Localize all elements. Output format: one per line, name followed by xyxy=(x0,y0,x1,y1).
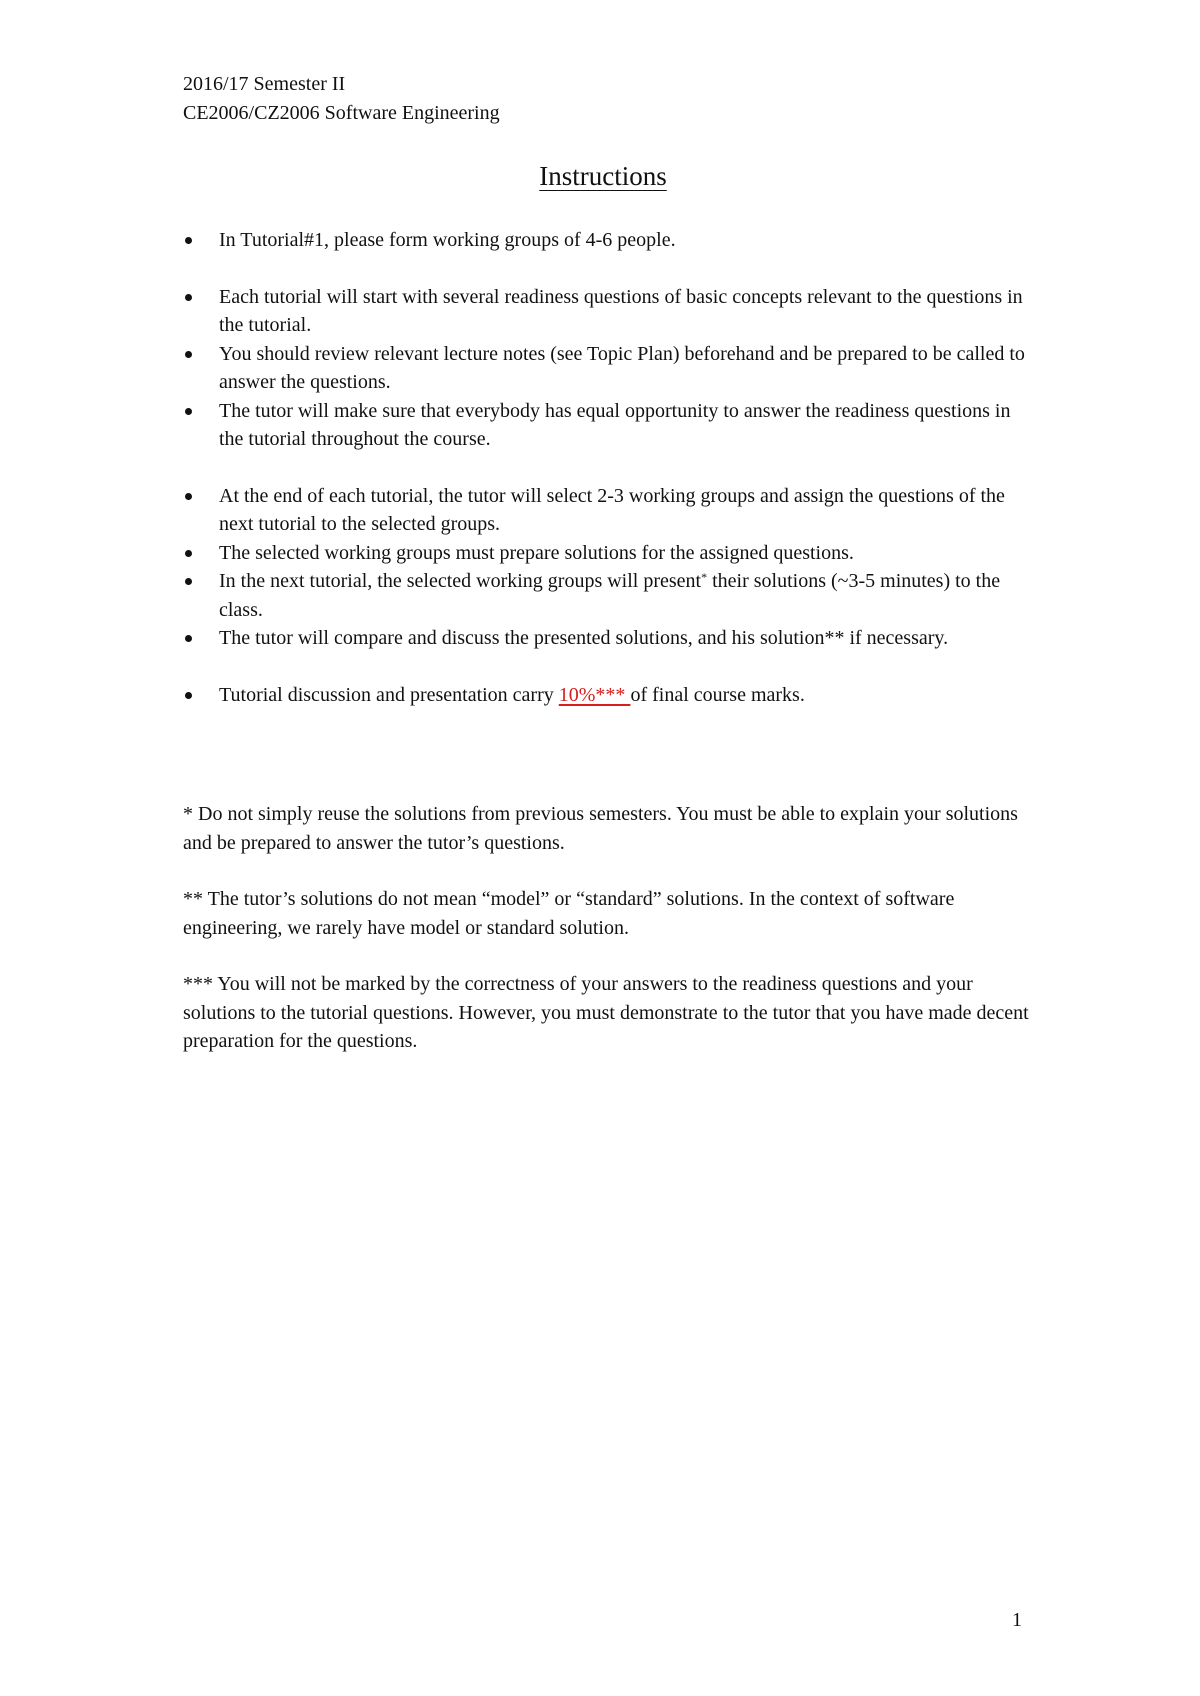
list-item xyxy=(183,283,1033,340)
list-item-text: The tutor will make sure that everybody has equal opportunity to answer the readiness questions in the tutorial throughout the course. xyxy=(219,399,1011,450)
list-item-text: In Tutorial#1, please form working groups of 4-6 people. xyxy=(219,229,676,251)
footnote-2: ** The tutor’s solutions do not mean “model” or “standard” solutions. In the context of software engineering, we rarely have model or standard solution. xyxy=(183,888,955,939)
bullet-icon xyxy=(185,237,192,244)
list-item xyxy=(183,624,1033,653)
footnote-1: * Do not simply reuse the solutions from previous semesters. You must be able to explain your solutions and be prepared to answer the tutor’s questions. xyxy=(183,803,1018,854)
list-item xyxy=(183,681,1033,710)
bullet-icon xyxy=(185,578,192,585)
list-item xyxy=(183,567,1033,624)
document-header xyxy=(183,70,500,128)
list-item xyxy=(183,539,1033,568)
list-item xyxy=(183,340,1033,397)
list-item-text: The tutor will compare and discuss the presented solutions, and his solution** if necessary. xyxy=(219,627,949,649)
title-text: Instructions xyxy=(539,161,667,191)
semester-line: 2016/17 Semester II xyxy=(183,73,346,95)
page-title xyxy=(0,158,1200,194)
list-item-text-before: In the next tutorial, the selected working groups will present xyxy=(219,570,702,592)
list-item xyxy=(183,482,1033,539)
bullet-icon xyxy=(185,493,192,500)
footnote-3: *** You will not be marked by the correctness of your answers to the readiness questions and your solutions to the tutorial questions. However, you must demonstrate to the tutor that you have made decent preparation for the questions. xyxy=(183,973,1029,1052)
instructions-list xyxy=(183,226,1033,709)
bullet-icon xyxy=(185,408,192,415)
list-item xyxy=(183,226,1033,255)
list-item-text: You should review relevant lecture notes (see Topic Plan) beforehand and be prepared to be called to answer the questions. xyxy=(219,342,1025,393)
bullet-icon xyxy=(185,351,192,358)
list-item-text-before: Tutorial discussion and presentation carry xyxy=(219,683,559,706)
list-item-text: The selected working groups must prepare solutions for the assigned questions. xyxy=(219,541,854,564)
bullet-icon xyxy=(185,692,192,699)
list-item-text: At the end of each tutorial, the tutor will select 2-3 working groups and assign the questions of the next tutorial to the selected groups. xyxy=(219,484,1005,535)
list-item xyxy=(183,397,1033,454)
bullet-icon xyxy=(185,635,192,642)
course-line: CE2006/CZ2006 Software Engineering xyxy=(183,102,500,124)
list-item-text-after: of final course marks. xyxy=(630,683,805,706)
bullet-icon xyxy=(185,550,192,557)
page-number: 1 xyxy=(1012,1609,1022,1631)
bullet-icon xyxy=(185,294,192,301)
footnote-marker: * xyxy=(701,570,708,584)
marks-percentage: 10%*** xyxy=(558,683,631,706)
footnotes xyxy=(183,800,1033,1084)
list-item-text-after: their solutions (~3-5 minutes) to the class. xyxy=(219,570,1001,621)
list-item-text: Each tutorial will start with several readiness questions of basic concepts relevant to the questions in the tutorial. xyxy=(219,285,1023,336)
